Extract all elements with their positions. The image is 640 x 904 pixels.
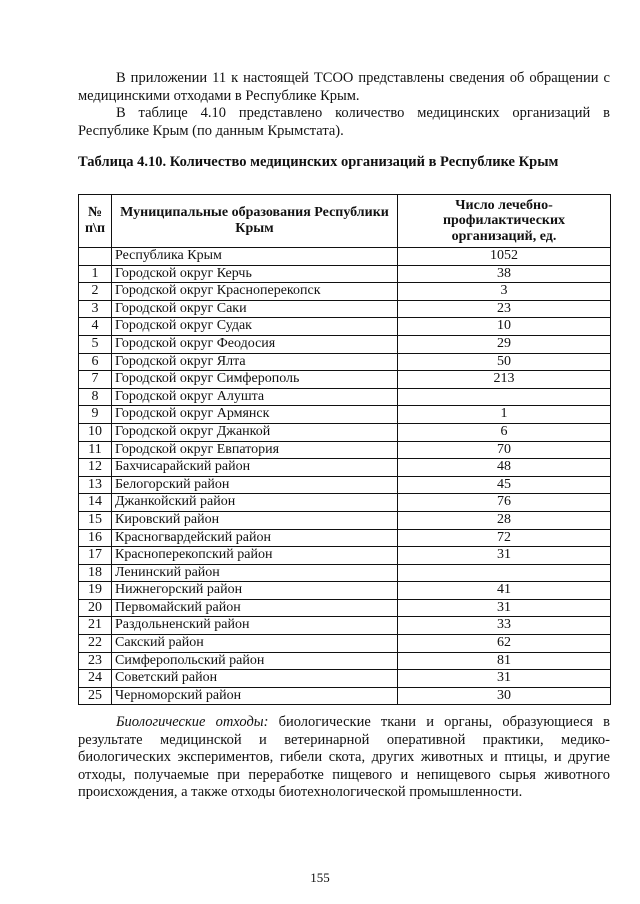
row-num: 18 <box>79 564 112 582</box>
total-count: 1052 <box>398 248 611 266</box>
table-row <box>79 441 611 459</box>
table-caption: Таблица 4.10. Количество медицинских организаций в Республике Крым <box>78 154 559 170</box>
row-count: 31 <box>398 599 611 617</box>
outro-paragraph <box>78 714 610 802</box>
row-name: Красноперекопский район <box>112 547 398 565</box>
total-name: Республика Крым <box>112 248 398 266</box>
table-row <box>79 300 611 318</box>
row-num: 4 <box>79 318 112 336</box>
row-count: 31 <box>398 670 611 688</box>
row-name: Советский район <box>112 670 398 688</box>
row-num: 21 <box>79 617 112 635</box>
row-count <box>398 388 611 406</box>
table-row <box>79 564 611 582</box>
intro-paragraph-2: В таблице 4.10 представлено количество медицинских организаций в Республике Крым (по данным Крымстата). <box>78 105 610 139</box>
row-count: 70 <box>398 441 611 459</box>
table-row <box>79 547 611 565</box>
intro-paragraph-1: В приложении 11 к настоящей ТСОО представлены сведения об обращении с медицинскими отходами в Республике Крым. <box>78 70 610 104</box>
table-row <box>79 423 611 441</box>
row-name: Кировский район <box>112 511 398 529</box>
row-name: Городской округ Армянск <box>112 406 398 424</box>
row-name: Городской округ Джанкой <box>112 423 398 441</box>
table-row <box>79 635 611 653</box>
row-count: 28 <box>398 511 611 529</box>
row-count: 45 <box>398 476 611 494</box>
row-name: Красногвардейский район <box>112 529 398 547</box>
row-num: 25 <box>79 687 112 705</box>
table-row <box>79 283 611 301</box>
row-num: 12 <box>79 459 112 477</box>
row-count: 50 <box>398 353 611 371</box>
row-count: 1 <box>398 406 611 424</box>
row-name: Черноморский район <box>112 687 398 705</box>
row-num: 16 <box>79 529 112 547</box>
table-row <box>79 388 611 406</box>
row-count: 23 <box>398 300 611 318</box>
row-count <box>398 564 611 582</box>
row-count: 81 <box>398 652 611 670</box>
table-row <box>79 599 611 617</box>
table-header-row <box>79 194 611 248</box>
medical-organizations-table <box>78 194 611 706</box>
row-name: Джанкойский район <box>112 494 398 512</box>
row-count: 10 <box>398 318 611 336</box>
table-row <box>79 353 611 371</box>
outro-term: Биологические отходы: <box>116 714 269 731</box>
row-num: 10 <box>79 423 112 441</box>
row-name: Сакский район <box>112 635 398 653</box>
row-name: Белогорский район <box>112 476 398 494</box>
outro-text: биологические ткани и органы, образующиеся в результате медицинской и ветеринарной оперативной практики, медико-биологических экспериментов, гибели скота, других животных и птицы, и другие отходы, получаемые при переработке пищевого и непищевого сырья животного происхождения, а также отходы биотехнологической промышленности. <box>78 714 610 801</box>
row-name: Нижнегорский район <box>112 582 398 600</box>
row-count: 30 <box>398 687 611 705</box>
table-row <box>79 582 611 600</box>
row-count: 72 <box>398 529 611 547</box>
table-row <box>79 617 611 635</box>
table-row <box>79 265 611 283</box>
row-num: 5 <box>79 335 112 353</box>
document-page <box>78 70 610 802</box>
row-num: 2 <box>79 283 112 301</box>
row-name: Городской округ Керчь <box>112 265 398 283</box>
row-name: Бахчисарайский район <box>112 459 398 477</box>
header-count: Число лечебно-профилактических организаций, ед. <box>398 194 611 248</box>
table-row <box>79 476 611 494</box>
row-name: Городской округ Красноперекопск <box>112 283 398 301</box>
row-name: Симферопольский район <box>112 652 398 670</box>
row-count: 29 <box>398 335 611 353</box>
table-row <box>79 670 611 688</box>
table-row <box>79 494 611 512</box>
row-num: 14 <box>79 494 112 512</box>
row-name: Городской округ Саки <box>112 300 398 318</box>
row-name: Городской округ Ялта <box>112 353 398 371</box>
table-row <box>79 687 611 705</box>
row-num: 19 <box>79 582 112 600</box>
row-count: 33 <box>398 617 611 635</box>
row-name: Ленинский район <box>112 564 398 582</box>
row-num: 8 <box>79 388 112 406</box>
table-row <box>79 459 611 477</box>
row-name: Городской округ Судак <box>112 318 398 336</box>
header-name: Муниципальные образования Республики Крым <box>112 194 398 248</box>
row-name: Раздольненский район <box>112 617 398 635</box>
table-row <box>79 511 611 529</box>
row-num: 9 <box>79 406 112 424</box>
table-row <box>79 652 611 670</box>
row-num: 7 <box>79 371 112 389</box>
row-count: 213 <box>398 371 611 389</box>
header-num: № п\п <box>79 194 112 248</box>
table-row <box>79 318 611 336</box>
row-count: 76 <box>398 494 611 512</box>
row-name: Городской округ Симферополь <box>112 371 398 389</box>
row-name: Городской округ Феодосия <box>112 335 398 353</box>
row-count: 48 <box>398 459 611 477</box>
table-row <box>79 335 611 353</box>
row-count: 31 <box>398 547 611 565</box>
row-num: 22 <box>79 635 112 653</box>
table-row <box>79 529 611 547</box>
row-num: 11 <box>79 441 112 459</box>
total-num <box>79 248 112 266</box>
row-num: 3 <box>79 300 112 318</box>
row-count: 3 <box>398 283 611 301</box>
row-name: Городской округ Евпатория <box>112 441 398 459</box>
row-num: 13 <box>79 476 112 494</box>
row-name: Городской округ Алушта <box>112 388 398 406</box>
row-count: 38 <box>398 265 611 283</box>
row-count: 41 <box>398 582 611 600</box>
table-row <box>79 371 611 389</box>
row-num: 17 <box>79 547 112 565</box>
page-number: 155 <box>310 870 330 885</box>
row-name: Первомайский район <box>112 599 398 617</box>
row-num: 23 <box>79 652 112 670</box>
row-num: 15 <box>79 511 112 529</box>
table-row <box>79 406 611 424</box>
row-num: 1 <box>79 265 112 283</box>
row-num: 20 <box>79 599 112 617</box>
table-total-row <box>79 248 611 266</box>
row-count: 6 <box>398 423 611 441</box>
row-count: 62 <box>398 635 611 653</box>
row-num: 6 <box>79 353 112 371</box>
row-num: 24 <box>79 670 112 688</box>
